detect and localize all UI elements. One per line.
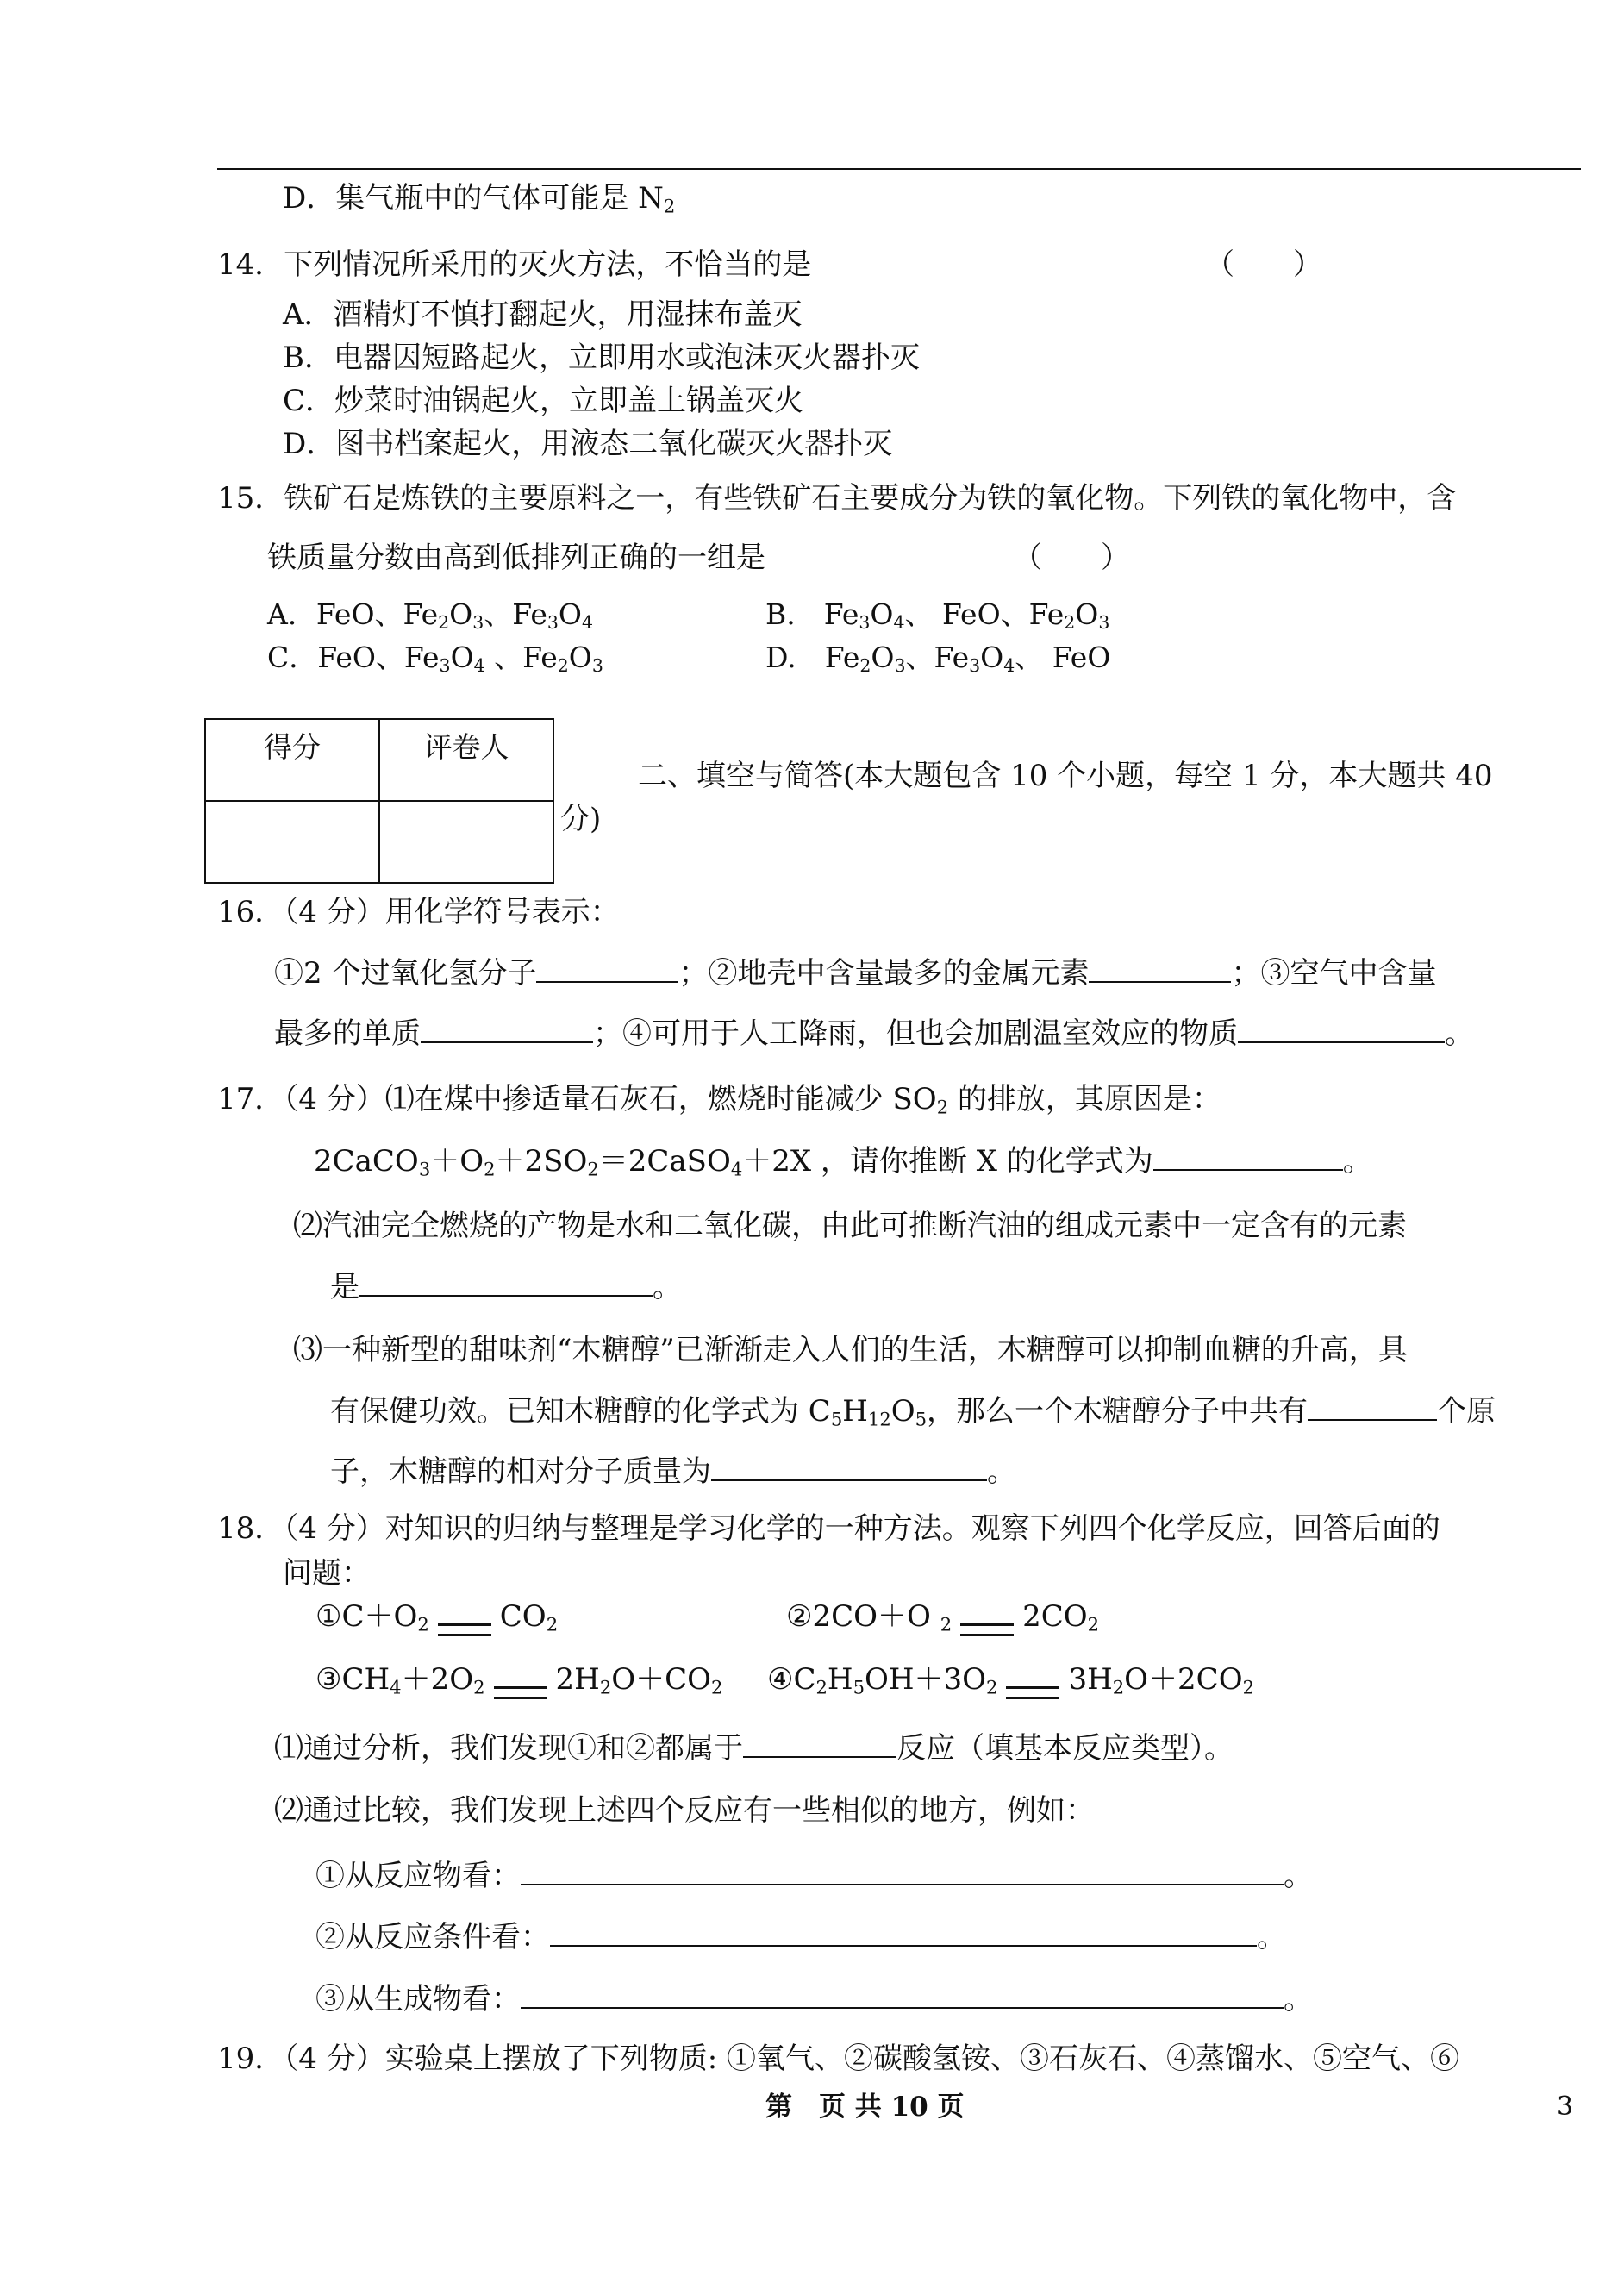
answer-blank[interactable] — [743, 1730, 896, 1758]
answer-blank[interactable] — [521, 1981, 1284, 2009]
q14-option-c: C．炒菜时油锅起火，立即盖上锅盖灭火 — [283, 384, 804, 418]
answer-blank[interactable] — [1308, 1393, 1437, 1421]
score-cell — [205, 801, 379, 883]
grader-header: 评卷人 — [379, 719, 553, 801]
answer-blank[interactable] — [711, 1454, 987, 1481]
reaction-equals — [960, 1623, 1014, 1636]
q14-option-d: D．图书档案起火，用液态二氧化碳灭火器扑灭 — [283, 427, 893, 461]
q15-option-d: D. $Fe_2O_3$、$Fe_3O_4$、 FeO — [765, 641, 1111, 677]
q18-reaction-1: $①C+O_2$ $CO_2$ — [315, 1599, 559, 1635]
q18-reaction-3: $③CH_4+2O_2$ $2H_2O+CO_2$ — [315, 1662, 723, 1698]
score-table — [204, 718, 554, 884]
answer-blank[interactable] — [550, 1919, 1257, 1947]
q17-stem: 17．（4 分）⑴在煤中掺适量石灰石，燃烧时能减少 $SO_2$ 的排放，其原因是： — [217, 1082, 1221, 1118]
q15-option-c: C．FeO、$Fe_3O_4$ 、$Fe_2O_3$ — [267, 641, 603, 677]
q14-paren: （ ） — [1205, 247, 1322, 282]
answer-blank[interactable] — [1153, 1143, 1343, 1171]
q13-option-d: D．集气瓶中的气体可能是 $N_2$ — [283, 181, 676, 217]
q18-sub2: ⑵通过比较，我们发现上述四个反应有一些相似的地方，例如： — [274, 1793, 1095, 1828]
q16-line2: 最多的单质 ；④可用于人工降雨，但也会加剧温室效应的物质 。 — [274, 1016, 1474, 1051]
answer-blank[interactable] — [536, 955, 678, 983]
q15-paren: （ ） — [1013, 541, 1130, 575]
q16-line1: ①2 个过氧化氢分子 ；②地壳中含量最多的金属元素 ；③空气中含量 — [274, 956, 1437, 991]
q18-answer-1: ①从反应物看： 。 — [315, 1859, 1313, 1893]
q17-part3-line3: 子，木糖醇的相对分子质量为 。 — [330, 1454, 1016, 1489]
answer-blank[interactable] — [359, 1269, 653, 1297]
q17-equation: $2CaCO_3+O_2+2SO_2=2CaSO_4+2X$ ，请你推断 X 的化学式为 。 — [314, 1144, 1372, 1180]
q17-part2-answer: 是 。 — [330, 1270, 682, 1304]
q14-stem: 14．下列情况所采用的灭火方法，不恰当的是 — [217, 247, 812, 282]
q16-stem: 16．（4 分）用化学符号表示： — [217, 895, 620, 929]
q18-stem-line2: 问题： — [283, 1556, 371, 1591]
q18-reaction-4: $④C_2H_5OH+3O_2$ $3H_2O+2CO_2$ — [767, 1662, 1254, 1698]
q15-option-a: A．FeO、$Fe_2O_3$、$Fe_3O_4$ — [267, 597, 593, 634]
grader-cell — [379, 801, 553, 883]
q14-option-a: A．酒精灯不慎打翻起火，用湿抹布盖灭 — [283, 297, 803, 332]
reaction-equals — [1006, 1686, 1059, 1699]
q19-stem: 19．（4 分）实验桌上摆放了下列物质: ①氧气、②碳酸氢铵、③石灰石、④蒸馏水、⑤空气、⑥ — [217, 2042, 1459, 2076]
answer-blank[interactable] — [1089, 955, 1231, 983]
q17-part2: ⑵汽油完全燃烧的产物是水和二氧化碳，由此可推断汽油的组成元素中一定含有的元素 — [293, 1209, 1407, 1243]
section2-title-line2: 分) — [560, 802, 602, 836]
score-header: 得分 — [205, 719, 379, 801]
footer-page-number: 3 — [1557, 2092, 1574, 2122]
header-rule — [217, 168, 1581, 170]
q18-reaction-2: ②2CO＋O $_2$ $2CO_2$ — [786, 1599, 1100, 1635]
answer-blank[interactable] — [1238, 1016, 1445, 1043]
reaction-equals — [438, 1623, 491, 1636]
answer-blank[interactable] — [521, 1858, 1284, 1885]
q17-part3: ⑶一种新型的甜味剂“木糖醇”已渐渐走入人们的生活，木糖醇可以抑制血糖的升高，具 — [293, 1333, 1408, 1367]
q18-sub1: ⑴通过分析，我们发现①和②都属于 反应（填基本反应类型）。 — [274, 1731, 1234, 1766]
section2-title-line1: 二、填空与简答(本大题包含 10 个小题，每空 1 分，本大题共 40 — [638, 759, 1493, 793]
q18-answer-3: ③从生成物看： 。 — [315, 1982, 1313, 2017]
q18-answer-2: ②从反应条件看： 。 — [315, 1920, 1286, 1954]
q15-stem-line2: 铁质量分数由高到低排列正确的一组是 — [267, 541, 765, 575]
q15-option-b: B. $Fe_3O_4$、 FeO、$Fe_2O_3$ — [765, 597, 1110, 634]
q14-option-b: B．电器因短路起火，立即用水或泡沫灭火器扑灭 — [283, 341, 920, 375]
q15-stem-line1: 15．铁矿石是炼铁的主要原料之一，有些铁矿石主要成分为铁的氧化物。下列铁的氧化物中，含 — [217, 481, 1457, 516]
reaction-equals — [494, 1686, 547, 1699]
q18-stem: 18．（4 分）对知识的归纳与整理是学习化学的一种方法。观察下列四个化学反应，回答后面的 — [217, 1511, 1440, 1546]
footer-page-count: 第 页 共 10 页 — [765, 2092, 965, 2123]
q17-part3-line2: 有保健功效。已知木糖醇的化学式为 $C_5H_{12}O_5$，那么一个木糖醇分子中共有 个原 — [330, 1394, 1496, 1430]
answer-blank[interactable] — [421, 1016, 593, 1043]
